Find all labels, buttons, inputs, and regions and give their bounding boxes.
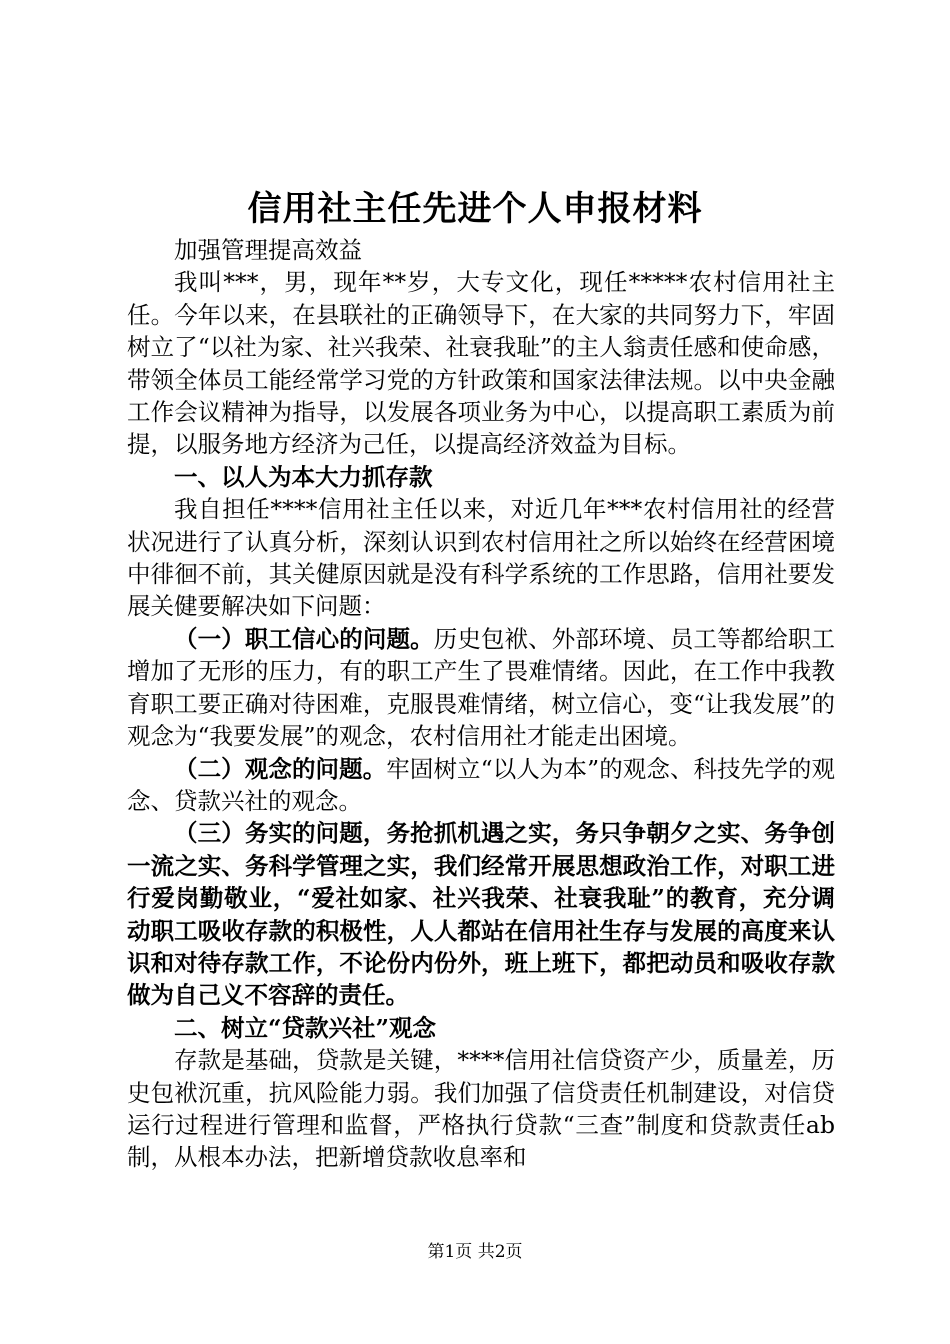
paragraph-section-2: 存款是基础，贷款是关键，****信用社信贷资产少，质量差，历史包袱沉重，抗风险能力弱。我们加强了信贷责任机制建设，对信贷运行过程进行管理和监督，严格执行贷款“三查”制度和贷款责任ab制，从根本办法，把新增贷款收息率和 — [127, 1046, 835, 1172]
document-title: 信用社主任先进个人申报材料 — [247, 189, 703, 229]
document-body — [127, 234, 835, 1174]
item-heading-1: （一）职工信心的问题。 — [174, 624, 434, 653]
paragraph-item-2 — [127, 753, 835, 818]
paragraph-item-1 — [127, 623, 835, 753]
paragraph-item-3: （三）务实的问题，务抢抓机遇之实，务只争朝夕之实、务争创一流之实、务科学管理之实，我们经常开展思想政治工作，对职工进行爱岗勤敬业，“爱社如家、社兴我荣、社衰我耻”的教育，充分调动职工吸收存款的积极性，人人都站在信用社生存与发展的高度来认识和对待存款工作，不论份内份外，班上班下，都把动员和吸收存款做为自己义不容辞的责任。 — [127, 819, 835, 1010]
item-heading-2: （二）观念的问题。 — [174, 754, 387, 783]
section-heading-1: 一、以人为本大力抓存款 — [174, 462, 433, 491]
item-body-2: 牢固树立“以人为本”的观念、科技先学的观念、贷款兴社的观念。 — [127, 754, 835, 815]
item-body-1: 历史包袱、外部环境、员工等都给职工增加了无形的压力，有的职工产生了畏难情绪。因此，在工作中我教育职工要正确对待困难，克服畏难情绪，树立信心，变“让我发展”的观念为“我要发展”的观念，农村信用社才能走出困境。 — [127, 624, 836, 751]
section-heading-2: 二、树立“贷款兴社”观念 — [174, 1013, 437, 1042]
paragraph-section-1: 我自担任****信用社主任以来，对近几年***农村信用社的经营状况进行了认真分析，深刻认识到农村信用社之所以始终在经营困境中徘徊不前，其关健原因就是没有科学系统的工作思路，信用社要发展关健要解决如下问题： — [127, 495, 835, 621]
page-footer: 第1页 共2页 — [427, 1242, 523, 1262]
paragraph-intro: 我叫***，男，现年**岁，大专文化，现任*****农村信用社主任。今年以来，在县联社的正确领导下，在大家的共同努力下，牢固树立了“以社为家、社兴我荣、社衰我耻”的主人翁责任感和使命感，带领全体员工能经常学习党的方针政策和国家法律法规。以中央金融工作会议精神为指导，以发展各项业务为中心，以提高职工素质为前提，以服务地方经济为己任，以提高经济效益为目标。 — [127, 268, 835, 459]
subtitle: 加强管理提高效益 — [174, 236, 362, 264]
